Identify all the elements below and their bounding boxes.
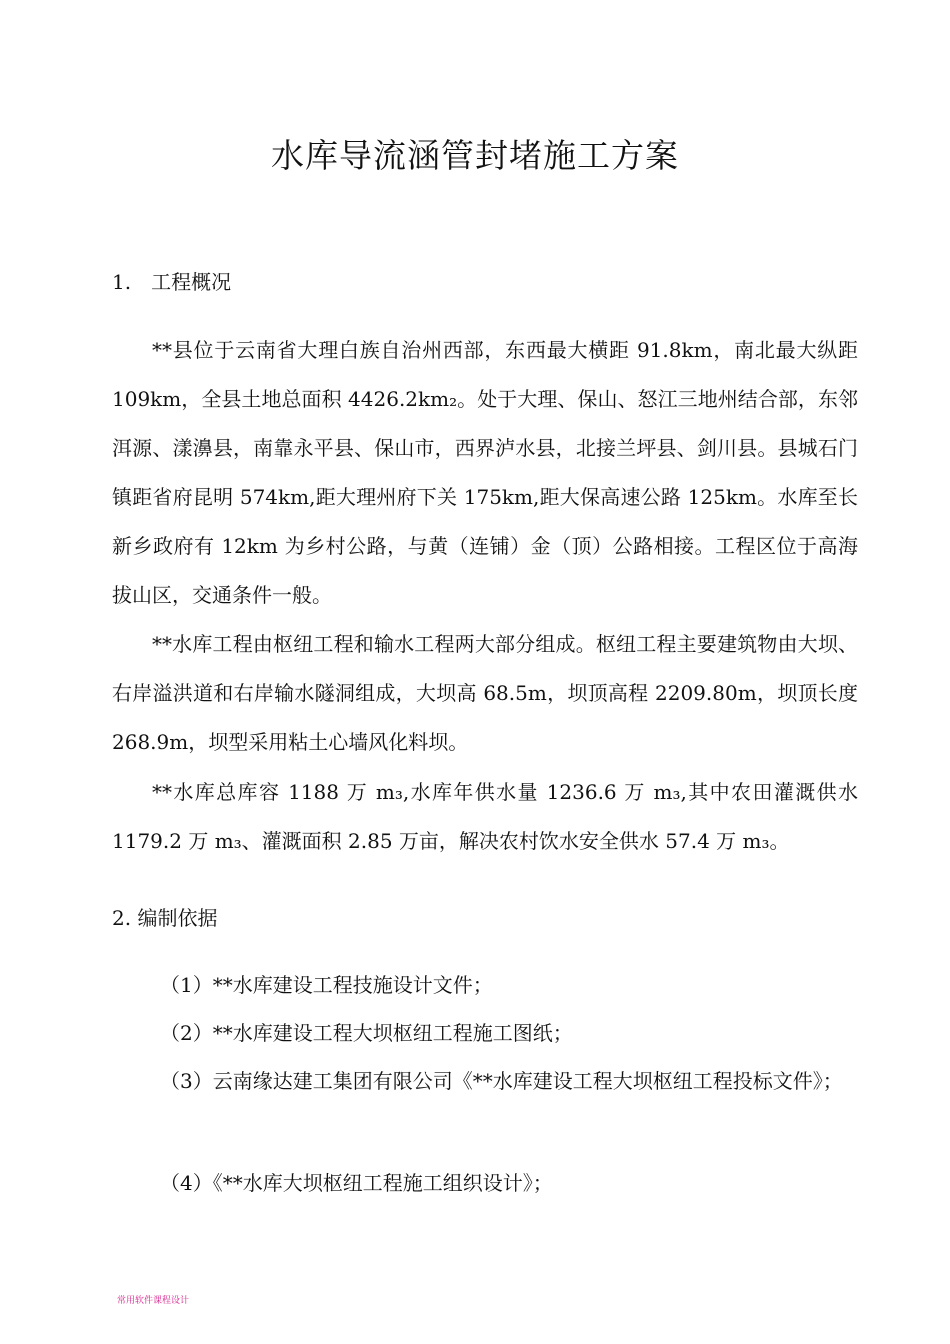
basis-item-1: （1）**水库建设工程技施设计文件； xyxy=(160,973,493,997)
footer-watermark: 常用软件课程设计 xyxy=(117,1296,190,1306)
document-title: 水库导流涵管封堵施工方案 xyxy=(271,136,679,175)
basis-item-4: （4）《**水库大坝枢纽工程施工组织设计》； xyxy=(160,1171,553,1195)
section-2-heading: 2. 编制依据 xyxy=(112,906,218,930)
basis-item-2: （2）**水库建设工程大坝枢纽工程施工图纸； xyxy=(160,1021,573,1045)
section-1-paragraph-location: **县位于云南省大理白族自治州西部，东西最大横距 91.8km，南北最大纵距 109km，全县土地总面积 4426.2km₂。处于大理、保山、怒江三地州结合部，东邻洱源、漾濞县，南靠永平县、保山市，西界泸水县，北接兰坪县、剑川县。县城石门镇距省府昆明 574km,距大理州府下关 175km,距大保高速公路 125km。水库至长新乡政府有 12km 为乡村公路，与黄（连铺）金（顶）公路相接。工程区位于高海拔山区，交通条件一般。 xyxy=(112,338,858,607)
section-1-paragraph-project-composition: **水库工程由枢纽工程和输水工程两大部分组成。枢纽工程主要建筑物由大坝、右岸溢洪道和右岸输水隧洞组成，大坝高 68.5m，坝顶高程 2209.80m，坝顶长度 268.9m，坝型采用粘土心墙风化料坝。 xyxy=(112,632,858,754)
section-1-paragraph-capacity: **水库总库容 1188 万 m₃,水库年供水量 1236.6 万 m₃,其中农田灌溉供水 1179.2 万 m₃、灌溉面积 2.85 万亩，解决农村饮水安全供水 57.4 万 m₃。 xyxy=(112,780,858,853)
section-1-heading: 1. 工程概况 xyxy=(112,270,232,294)
basis-item-3: （3）云南缘达建工集团有限公司《**水库建设工程大坝枢纽工程投标文件》； xyxy=(160,1069,843,1093)
